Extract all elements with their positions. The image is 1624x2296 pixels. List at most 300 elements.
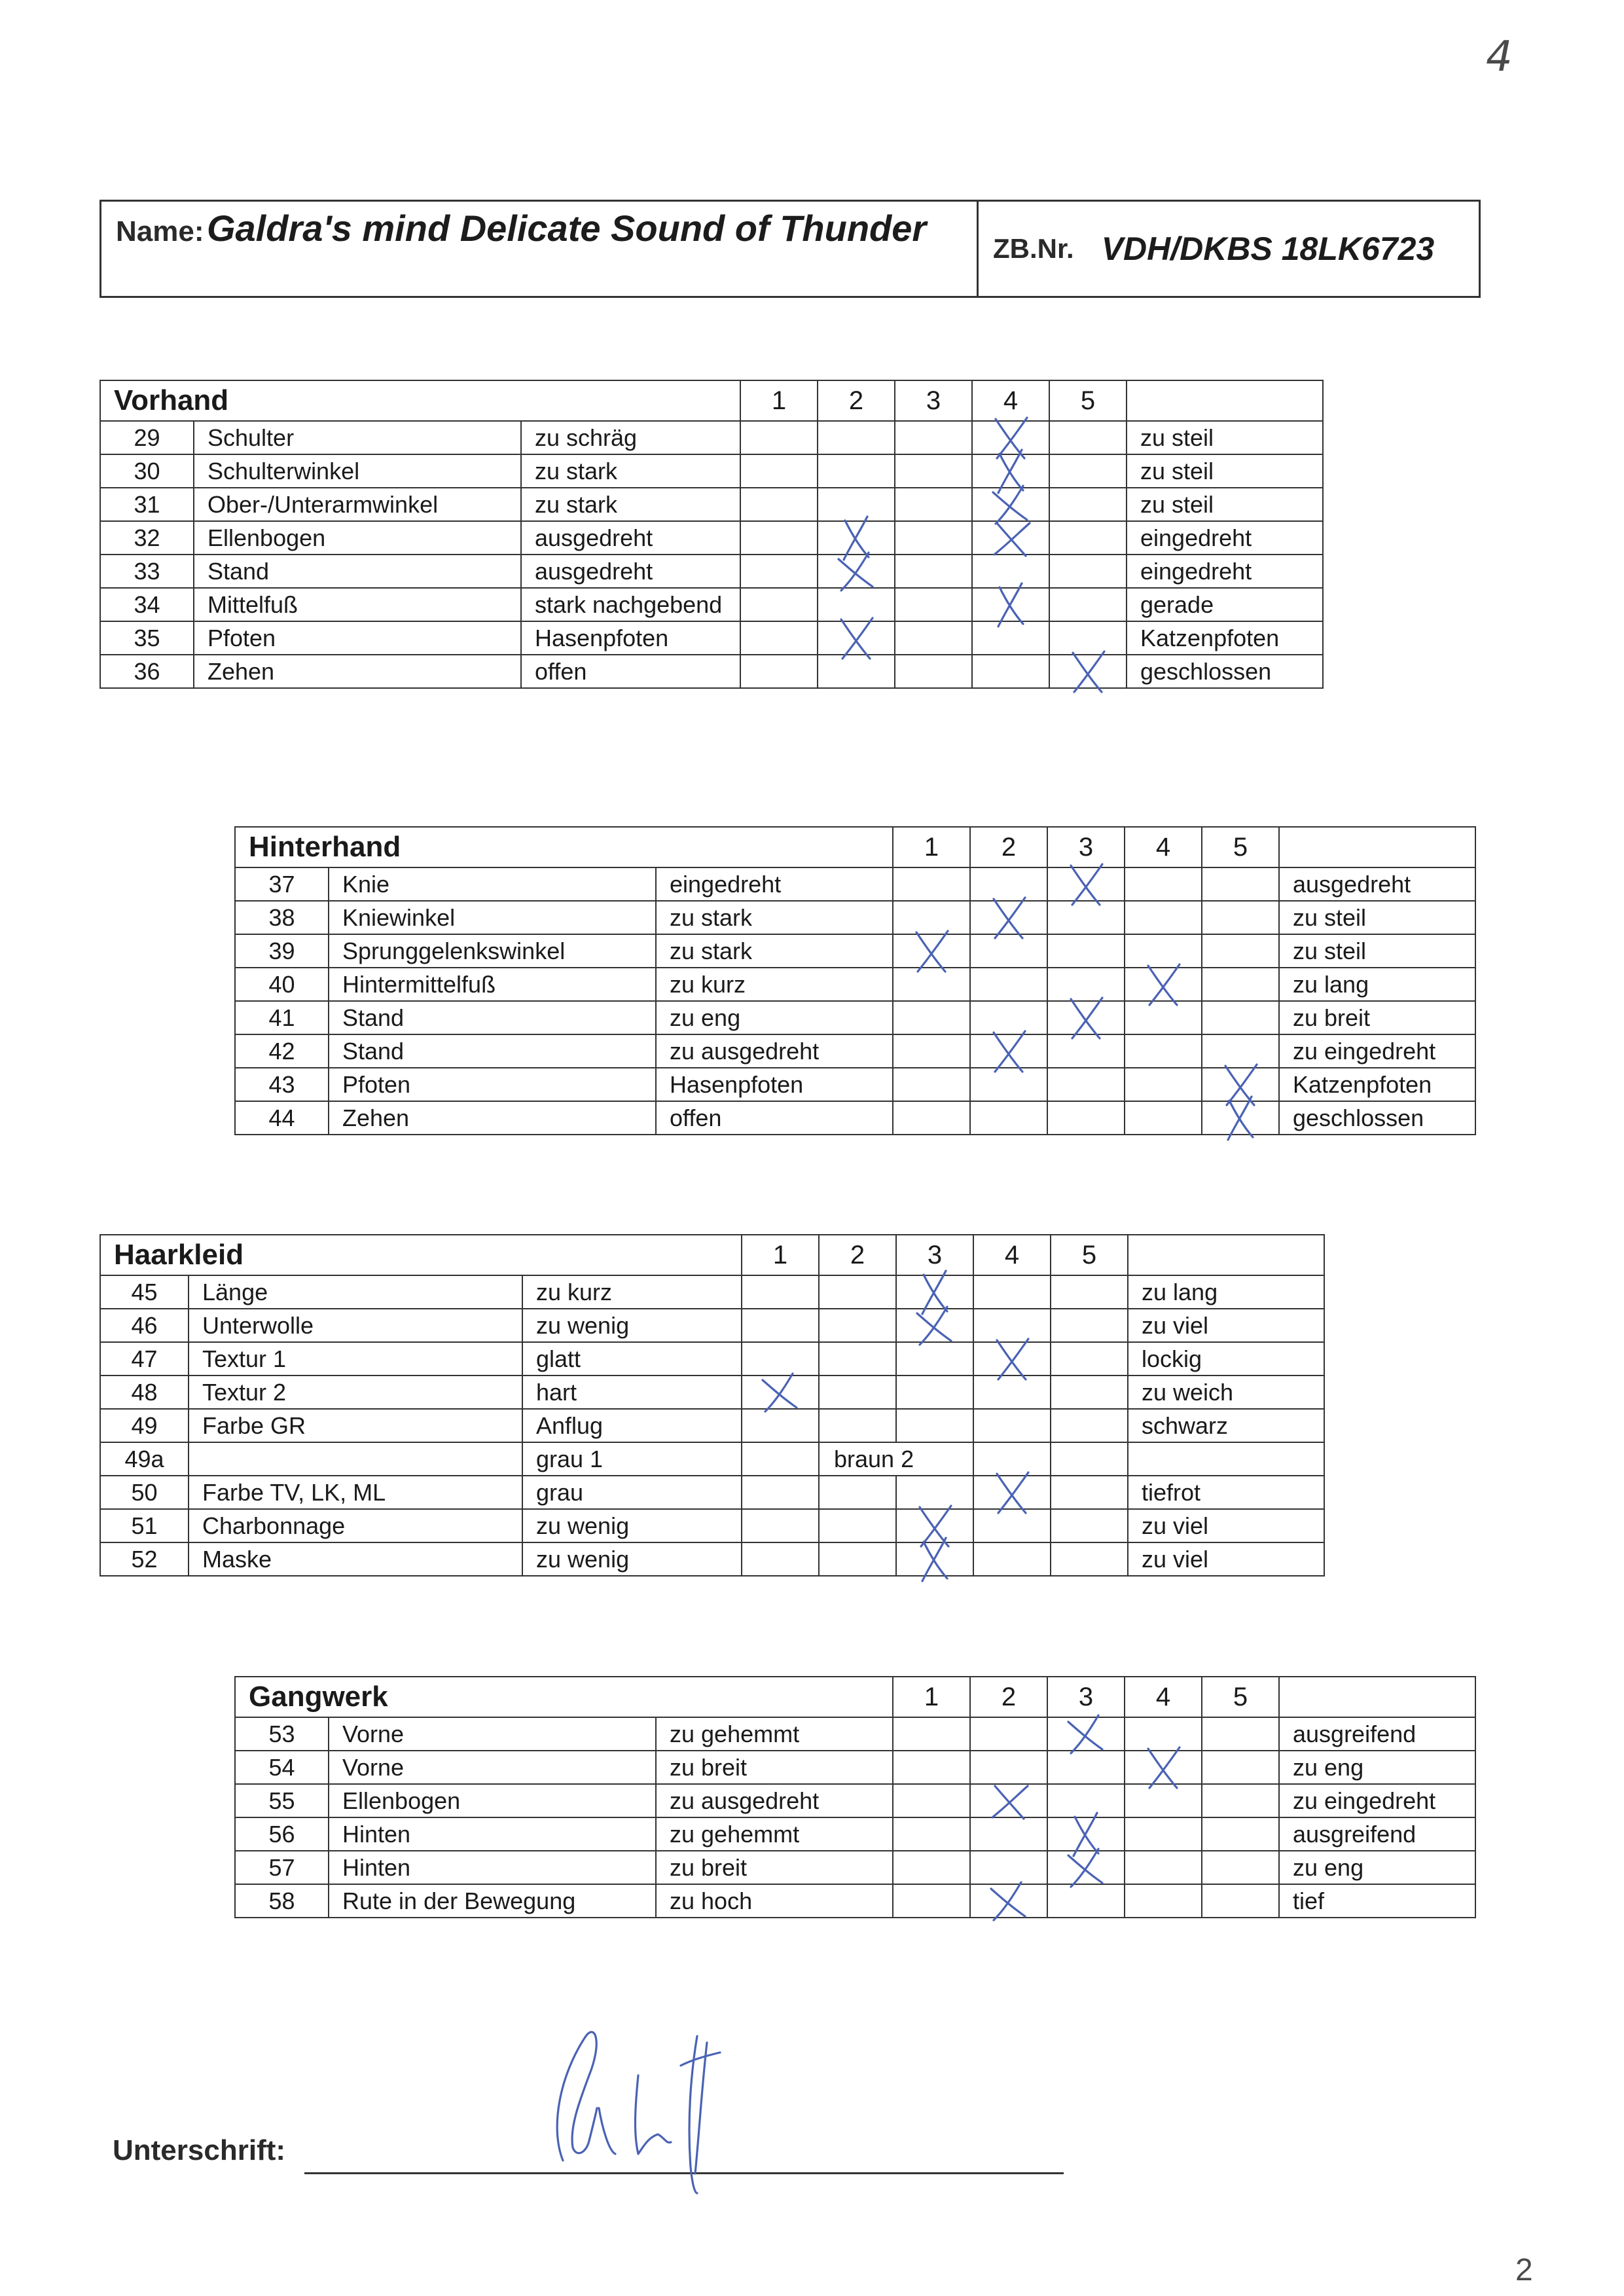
- section-title: Haarkleid: [100, 1235, 742, 1275]
- row-number: 34: [100, 588, 194, 621]
- section-title: Gangwerk: [235, 1677, 893, 1717]
- score-cell-1[interactable]: [742, 1476, 819, 1509]
- low-descriptor: zu stark: [656, 901, 893, 934]
- score-cell-2[interactable]: [970, 1751, 1047, 1784]
- score-cell-4[interactable]: [973, 1275, 1051, 1309]
- row-number: 49: [100, 1409, 189, 1442]
- high-descriptor: zu steil: [1127, 454, 1323, 488]
- row-number: 44: [235, 1101, 329, 1135]
- table-header-row: [100, 380, 1323, 421]
- score-cell-2[interactable]: [818, 454, 895, 488]
- score-cell-2[interactable]: [970, 1851, 1047, 1884]
- trait-name: Ellenbogen: [194, 521, 521, 555]
- row-number: 39: [235, 934, 329, 968]
- score-cell-3[interactable]: [1047, 1001, 1125, 1034]
- low-descriptor: zu breit: [656, 1851, 893, 1884]
- score-cell-2[interactable]: [818, 621, 895, 655]
- score-cell-4[interactable]: [1125, 901, 1202, 934]
- rating-table: [99, 380, 1324, 689]
- score-cell-1[interactable]: [893, 901, 970, 934]
- name-cell: [101, 202, 979, 296]
- score-cell-2[interactable]: [818, 521, 895, 555]
- score-cell-1[interactable]: [742, 1409, 819, 1442]
- score-cell-2[interactable]: [970, 1034, 1047, 1068]
- row-number: 52: [100, 1542, 189, 1576]
- score-cell-2[interactable]: [970, 1784, 1047, 1817]
- score-cell-3[interactable]: [895, 621, 972, 655]
- score-cell-1[interactable]: [893, 934, 970, 968]
- score-cell-4[interactable]: [1125, 1751, 1202, 1784]
- high-descriptor: ausgedreht: [1279, 867, 1475, 901]
- score-cell-5[interactable]: [1051, 1275, 1128, 1309]
- scale-header-4: 4: [1125, 827, 1202, 867]
- low-descriptor: zu eng: [656, 1001, 893, 1034]
- score-cell-3[interactable]: [1047, 1817, 1125, 1851]
- low-descriptor: ausgedreht: [521, 555, 740, 588]
- high-descriptor: eingedreht: [1127, 521, 1323, 555]
- dog-name: Galdra's mind Delicate Sound of Thunder: [206, 208, 927, 249]
- score-cell-1[interactable]: [893, 1034, 970, 1068]
- table-row: [100, 1342, 1324, 1376]
- low-descriptor: offen: [656, 1101, 893, 1135]
- trait-name: Farbe TV, LK, ML: [189, 1476, 522, 1509]
- score-cell-3[interactable]: [1047, 1717, 1125, 1751]
- score-cell-3[interactable]: [896, 1476, 973, 1509]
- score-cell-3[interactable]: [1047, 934, 1125, 968]
- score-cell-2[interactable]: [970, 934, 1047, 968]
- score-cell-2[interactable]: [818, 488, 895, 521]
- score-cell-3[interactable]: [895, 588, 972, 621]
- scale-header-1: 1: [740, 380, 818, 421]
- row-number: 40: [235, 968, 329, 1001]
- score-cell-4[interactable]: [1125, 1717, 1202, 1751]
- score-cell-3[interactable]: [1047, 1884, 1125, 1918]
- header-blank-cell: [1279, 827, 1475, 867]
- scale-header-5: 5: [1202, 827, 1279, 867]
- score-cell-3[interactable]: [895, 488, 972, 521]
- row-number: 33: [100, 555, 194, 588]
- score-cell-4[interactable]: [1125, 1068, 1202, 1101]
- table-row: [100, 1376, 1324, 1409]
- row-number: 55: [235, 1784, 329, 1817]
- score-cell-3[interactable]: [895, 421, 972, 454]
- high-descriptor: geschlossen: [1279, 1101, 1475, 1135]
- section-title: Hinterhand: [235, 827, 893, 867]
- scale-header-3: 3: [895, 380, 972, 421]
- rating-table: [234, 826, 1476, 1135]
- score-cell-1[interactable]: [742, 1509, 819, 1542]
- score-cell-1[interactable]: [893, 1884, 970, 1918]
- low-descriptor: Hasenpfoten: [521, 621, 740, 655]
- score-cell-4[interactable]: [972, 621, 1049, 655]
- alternate-color-text: braun 2: [819, 1442, 973, 1476]
- score-cell-4[interactable]: [1125, 934, 1202, 968]
- score-cell-1[interactable]: [740, 621, 818, 655]
- row-number: 47: [100, 1342, 189, 1376]
- low-descriptor: eingedreht: [656, 867, 893, 901]
- score-cell-4[interactable]: [972, 454, 1049, 488]
- score-cell-1[interactable]: [893, 867, 970, 901]
- score-cell-3[interactable]: [1047, 1784, 1125, 1817]
- score-cell-5[interactable]: [1049, 588, 1127, 621]
- score-cell-1[interactable]: [893, 1717, 970, 1751]
- score-cell-2[interactable]: [970, 1101, 1047, 1135]
- score-cell-3[interactable]: [1047, 1101, 1125, 1135]
- row-number: 49a: [100, 1442, 189, 1476]
- page-number: 4: [1486, 33, 1513, 81]
- low-descriptor: ausgedreht: [521, 521, 740, 555]
- trait-name: Rute in der Bewegung: [329, 1884, 656, 1918]
- score-cell-5[interactable]: [1051, 1376, 1128, 1409]
- low-descriptor: zu breit: [656, 1751, 893, 1784]
- row-number: 36: [100, 655, 194, 688]
- score-cell-2[interactable]: [970, 968, 1047, 1001]
- score-cell-2[interactable]: [819, 1275, 896, 1309]
- table-row: [100, 655, 1323, 688]
- score-cell-1[interactable]: [742, 1376, 819, 1409]
- score-cell-3[interactable]: [895, 521, 972, 555]
- score-cell-5[interactable]: [1051, 1476, 1128, 1509]
- low-descriptor: zu gehemmt: [656, 1717, 893, 1751]
- trait-name: Knie: [329, 867, 656, 901]
- table-header-row: [235, 827, 1475, 867]
- score-cell-4[interactable]: [972, 555, 1049, 588]
- low-descriptor: glatt: [522, 1342, 742, 1376]
- trait-name: Ellenbogen: [329, 1784, 656, 1817]
- scale-header-2: 2: [970, 827, 1047, 867]
- score-cell-2[interactable]: [970, 1717, 1047, 1751]
- score-cell-1[interactable]: [893, 1817, 970, 1851]
- header-blank-cell: [1279, 1677, 1475, 1717]
- score-cell-4[interactable]: [972, 588, 1049, 621]
- table-row: [100, 1509, 1324, 1542]
- trait-name: Stand: [329, 1034, 656, 1068]
- score-cell-1[interactable]: [893, 1784, 970, 1817]
- rating-table: [99, 1234, 1325, 1576]
- low-descriptor: zu kurz: [656, 968, 893, 1001]
- score-cell-3[interactable]: [1047, 968, 1125, 1001]
- score-cell-5[interactable]: [1202, 867, 1279, 901]
- score-cell-4[interactable]: [1125, 1034, 1202, 1068]
- score-cell-5[interactable]: [1051, 1542, 1128, 1576]
- score-cell-5[interactable]: [1202, 1784, 1279, 1817]
- row-number: 45: [100, 1275, 189, 1309]
- score-cell-5[interactable]: [1202, 1101, 1279, 1135]
- scale-header-3: 3: [896, 1235, 973, 1275]
- row-number: 48: [100, 1376, 189, 1409]
- score-cell-3[interactable]: [896, 1542, 973, 1576]
- score-cell-4[interactable]: [973, 1542, 1051, 1576]
- high-descriptor: zu viel: [1128, 1309, 1324, 1342]
- scale-header-3: 3: [1047, 1677, 1125, 1717]
- table-row: [100, 488, 1323, 521]
- table-row: [235, 1884, 1475, 1918]
- high-descriptor: ausgreifend: [1279, 1717, 1475, 1751]
- score-cell-3[interactable]: [896, 1376, 973, 1409]
- table-row: [100, 1476, 1324, 1509]
- score-cell-4[interactable]: [972, 421, 1049, 454]
- score-cell-1[interactable]: [893, 1851, 970, 1884]
- score-cell-4[interactable]: [973, 1342, 1051, 1376]
- score-cell-5[interactable]: [1049, 555, 1127, 588]
- trait-name: Vorne: [329, 1717, 656, 1751]
- table-row: [235, 1068, 1475, 1101]
- score-cell-5[interactable]: [1049, 488, 1127, 521]
- table-row: [235, 1751, 1475, 1784]
- high-descriptor: lockig: [1128, 1342, 1324, 1376]
- score-cell-1[interactable]: [893, 1751, 970, 1784]
- low-descriptor: Anflug: [522, 1409, 742, 1442]
- high-descriptor: zu eng: [1279, 1851, 1475, 1884]
- header-box: [99, 200, 1481, 298]
- trait-name: Pfoten: [329, 1068, 656, 1101]
- high-descriptor: zu steil: [1127, 488, 1323, 521]
- zb-cell: [979, 202, 1479, 296]
- score-cell-2[interactable]: [970, 901, 1047, 934]
- score-cell-5[interactable]: [1049, 454, 1127, 488]
- score-cell-5[interactable]: [1202, 968, 1279, 1001]
- score-cell-5[interactable]: [1202, 1034, 1279, 1068]
- trait-name: Farbe GR: [189, 1409, 522, 1442]
- score-cell-3[interactable]: [896, 1409, 973, 1442]
- scale-header-4: 4: [973, 1235, 1051, 1275]
- score-cell-5[interactable]: [1202, 934, 1279, 968]
- name-label: Name:: [116, 215, 204, 247]
- score-cell-1[interactable]: [893, 1068, 970, 1101]
- score-cell-3[interactable]: [1047, 1068, 1125, 1101]
- trait-name: Sprunggelenkswinkel: [329, 934, 656, 968]
- row-number: 54: [235, 1751, 329, 1784]
- score-cell-4[interactable]: [1125, 1784, 1202, 1817]
- score-cell-2[interactable]: [819, 1542, 896, 1576]
- score-cell-2[interactable]: [819, 1376, 896, 1409]
- high-descriptor: tief: [1279, 1884, 1475, 1918]
- low-descriptor: zu stark: [656, 934, 893, 968]
- score-cell-4[interactable]: [973, 1509, 1051, 1542]
- score-cell-3[interactable]: [896, 1309, 973, 1342]
- score-cell-3[interactable]: [1047, 867, 1125, 901]
- table-header-row: [235, 1677, 1475, 1717]
- score-cell-3[interactable]: [896, 1275, 973, 1309]
- score-cell-5[interactable]: [1051, 1309, 1128, 1342]
- score-cell-3[interactable]: [1047, 1851, 1125, 1884]
- low-descriptor: zu wenig: [522, 1542, 742, 1576]
- score-cell-1[interactable]: [740, 655, 818, 688]
- score-cell-1[interactable]: [740, 421, 818, 454]
- score-cell-1[interactable]: [740, 588, 818, 621]
- score-cell-3[interactable]: [895, 655, 972, 688]
- high-descriptor: zu weich: [1128, 1376, 1324, 1409]
- row-number: 53: [235, 1717, 329, 1751]
- score-cell-1[interactable]: [893, 968, 970, 1001]
- high-descriptor: ausgreifend: [1279, 1817, 1475, 1851]
- score-cell-2[interactable]: [819, 1309, 896, 1342]
- scale-header-2: 2: [819, 1235, 896, 1275]
- score-cell-4[interactable]: [1125, 867, 1202, 901]
- score-cell-2[interactable]: [819, 1509, 896, 1542]
- score-cell-4[interactable]: [973, 1409, 1051, 1442]
- score-cell-4[interactable]: [1125, 1851, 1202, 1884]
- score-cell-4[interactable]: [1125, 1101, 1202, 1135]
- score-cell-5[interactable]: [1051, 1509, 1128, 1542]
- score-cell-5[interactable]: [1051, 1342, 1128, 1376]
- score-cell-4[interactable]: [1125, 1001, 1202, 1034]
- table-row: [235, 934, 1475, 968]
- score-cell-4[interactable]: [1125, 1884, 1202, 1918]
- score-cell-5[interactable]: [1202, 1817, 1279, 1851]
- trait-name: Ober-/Unterarmwinkel: [194, 488, 521, 521]
- trait-name: Pfoten: [194, 621, 521, 655]
- row-number: 43: [235, 1068, 329, 1101]
- low-descriptor: Hasenpfoten: [656, 1068, 893, 1101]
- high-descriptor: tiefrot: [1128, 1476, 1324, 1509]
- score-cell-3[interactable]: [895, 454, 972, 488]
- row-number: 57: [235, 1851, 329, 1884]
- high-descriptor: schwarz: [1128, 1409, 1324, 1442]
- footer-page-number: 2: [1515, 2253, 1533, 2287]
- trait-name: Hintermittelfuß: [329, 968, 656, 1001]
- section-haarkleid: [99, 1234, 1325, 1576]
- row-number: 42: [235, 1034, 329, 1068]
- section-hinterhand: [234, 826, 1476, 1135]
- signature-label: Unterschrift:: [113, 2134, 286, 2166]
- score-cell-2[interactable]: [818, 655, 895, 688]
- header-blank-cell: [1127, 380, 1323, 421]
- header-blank-cell: [1128, 1235, 1324, 1275]
- low-descriptor: grau 1: [522, 1442, 742, 1476]
- score-cell-2[interactable]: [819, 1342, 896, 1376]
- scale-header-5: 5: [1051, 1235, 1128, 1275]
- high-descriptor: gerade: [1127, 588, 1323, 621]
- score-cell-4[interactable]: [972, 521, 1049, 555]
- score-cell-3[interactable]: [896, 1509, 973, 1542]
- row-number: 58: [235, 1884, 329, 1918]
- score-cell-2[interactable]: [970, 867, 1047, 901]
- row-number: 31: [100, 488, 194, 521]
- score-cell-5[interactable]: [1049, 621, 1127, 655]
- low-descriptor: stark nachgebend: [521, 588, 740, 621]
- trait-name: Länge: [189, 1275, 522, 1309]
- row-number: 30: [100, 454, 194, 488]
- high-descriptor: zu eingedreht: [1279, 1784, 1475, 1817]
- score-cell-1[interactable]: [742, 1342, 819, 1376]
- score-cell-5[interactable]: [1049, 655, 1127, 688]
- trait-name: Zehen: [329, 1101, 656, 1135]
- scale-header-4: 4: [972, 380, 1049, 421]
- score-cell-1[interactable]: [893, 1001, 970, 1034]
- trait-name: Stand: [329, 1001, 656, 1034]
- high-descriptor: zu viel: [1128, 1542, 1324, 1576]
- table-row: [100, 1309, 1324, 1342]
- score-cell-5[interactable]: [1202, 1751, 1279, 1784]
- low-descriptor: zu wenig: [522, 1309, 742, 1342]
- low-descriptor: zu stark: [521, 488, 740, 521]
- score-cell-4[interactable]: [972, 655, 1049, 688]
- scale-header-1: 1: [893, 827, 970, 867]
- score-cell-3[interactable]: [895, 555, 972, 588]
- score-cell-5[interactable]: [1202, 1001, 1279, 1034]
- handwritten-signature: [524, 1997, 759, 2206]
- score-cell-5[interactable]: [1202, 901, 1279, 934]
- score-cell-5[interactable]: [1202, 1068, 1279, 1101]
- score-cell-2[interactable]: [818, 588, 895, 621]
- score-cell-2[interactable]: [970, 1068, 1047, 1101]
- zb-label: ZB.Nr.: [993, 233, 1074, 264]
- low-descriptor: zu ausgedreht: [656, 1784, 893, 1817]
- score-cell-1[interactable]: [740, 521, 818, 555]
- row-number: 35: [100, 621, 194, 655]
- score-cell-2[interactable]: [819, 1409, 896, 1442]
- row-number: 29: [100, 421, 194, 454]
- rating-table: [234, 1676, 1476, 1918]
- scale-header-4: 4: [1125, 1677, 1202, 1717]
- table-row: [100, 1409, 1324, 1442]
- table-row: [235, 968, 1475, 1001]
- high-descriptor: zu lang: [1128, 1275, 1324, 1309]
- score-cell-4[interactable]: [972, 488, 1049, 521]
- score-cell-1[interactable]: [740, 488, 818, 521]
- score-cell-4[interactable]: [1125, 968, 1202, 1001]
- scale-header-1: 1: [893, 1677, 970, 1717]
- score-cell-2[interactable]: [970, 1001, 1047, 1034]
- score-cell-4[interactable]: [973, 1309, 1051, 1342]
- score-cell-2[interactable]: [819, 1476, 896, 1509]
- score-cell-5[interactable]: [1051, 1409, 1128, 1442]
- table-row: [235, 1101, 1475, 1135]
- score-cell-4[interactable]: [973, 1376, 1051, 1409]
- score-cell-3[interactable]: [1047, 1751, 1125, 1784]
- trait-name: Mittelfuß: [194, 588, 521, 621]
- score-cell-5[interactable]: [1049, 421, 1127, 454]
- trait-name: Vorne: [329, 1751, 656, 1784]
- score-cell-2[interactable]: [818, 421, 895, 454]
- score-cell-3[interactable]: [1047, 901, 1125, 934]
- row-number: 51: [100, 1509, 189, 1542]
- score-cell-2[interactable]: [970, 1884, 1047, 1918]
- trait-name: Hinten: [329, 1817, 656, 1851]
- score-cell-4[interactable]: [1125, 1817, 1202, 1851]
- score-cell-4[interactable]: [973, 1476, 1051, 1509]
- score-cell-3[interactable]: [1047, 1034, 1125, 1068]
- score-cell-2[interactable]: [818, 555, 895, 588]
- low-descriptor: zu schräg: [521, 421, 740, 454]
- trait-name: Maske: [189, 1542, 522, 1576]
- low-descriptor: zu wenig: [522, 1509, 742, 1542]
- score-cell-5[interactable]: [1049, 521, 1127, 555]
- score-cell-1[interactable]: [742, 1275, 819, 1309]
- score-cell-5[interactable]: [1202, 1851, 1279, 1884]
- zb-number: VDH/DKBS 18LK6723: [1101, 230, 1435, 267]
- section-title: Vorhand: [100, 380, 740, 421]
- trait-name: Kniewinkel: [329, 901, 656, 934]
- score-cell-2[interactable]: [970, 1817, 1047, 1851]
- high-descriptor: zu steil: [1279, 934, 1475, 968]
- table-row: [235, 1851, 1475, 1884]
- score-cell-1[interactable]: [740, 555, 818, 588]
- high-descriptor: zu eingedreht: [1279, 1034, 1475, 1068]
- score-cell-1[interactable]: [742, 1309, 819, 1342]
- score-cell-3[interactable]: [896, 1342, 973, 1376]
- score-cell-5[interactable]: [1202, 1717, 1279, 1751]
- low-descriptor: zu stark: [521, 454, 740, 488]
- score-cell-1[interactable]: [740, 454, 818, 488]
- score-cell-1[interactable]: [742, 1542, 819, 1576]
- table-row: [100, 555, 1323, 588]
- trait-name: Zehen: [194, 655, 521, 688]
- score-cell-5[interactable]: [1202, 1884, 1279, 1918]
- trait-name: [189, 1442, 522, 1476]
- score-cell-1[interactable]: [893, 1101, 970, 1135]
